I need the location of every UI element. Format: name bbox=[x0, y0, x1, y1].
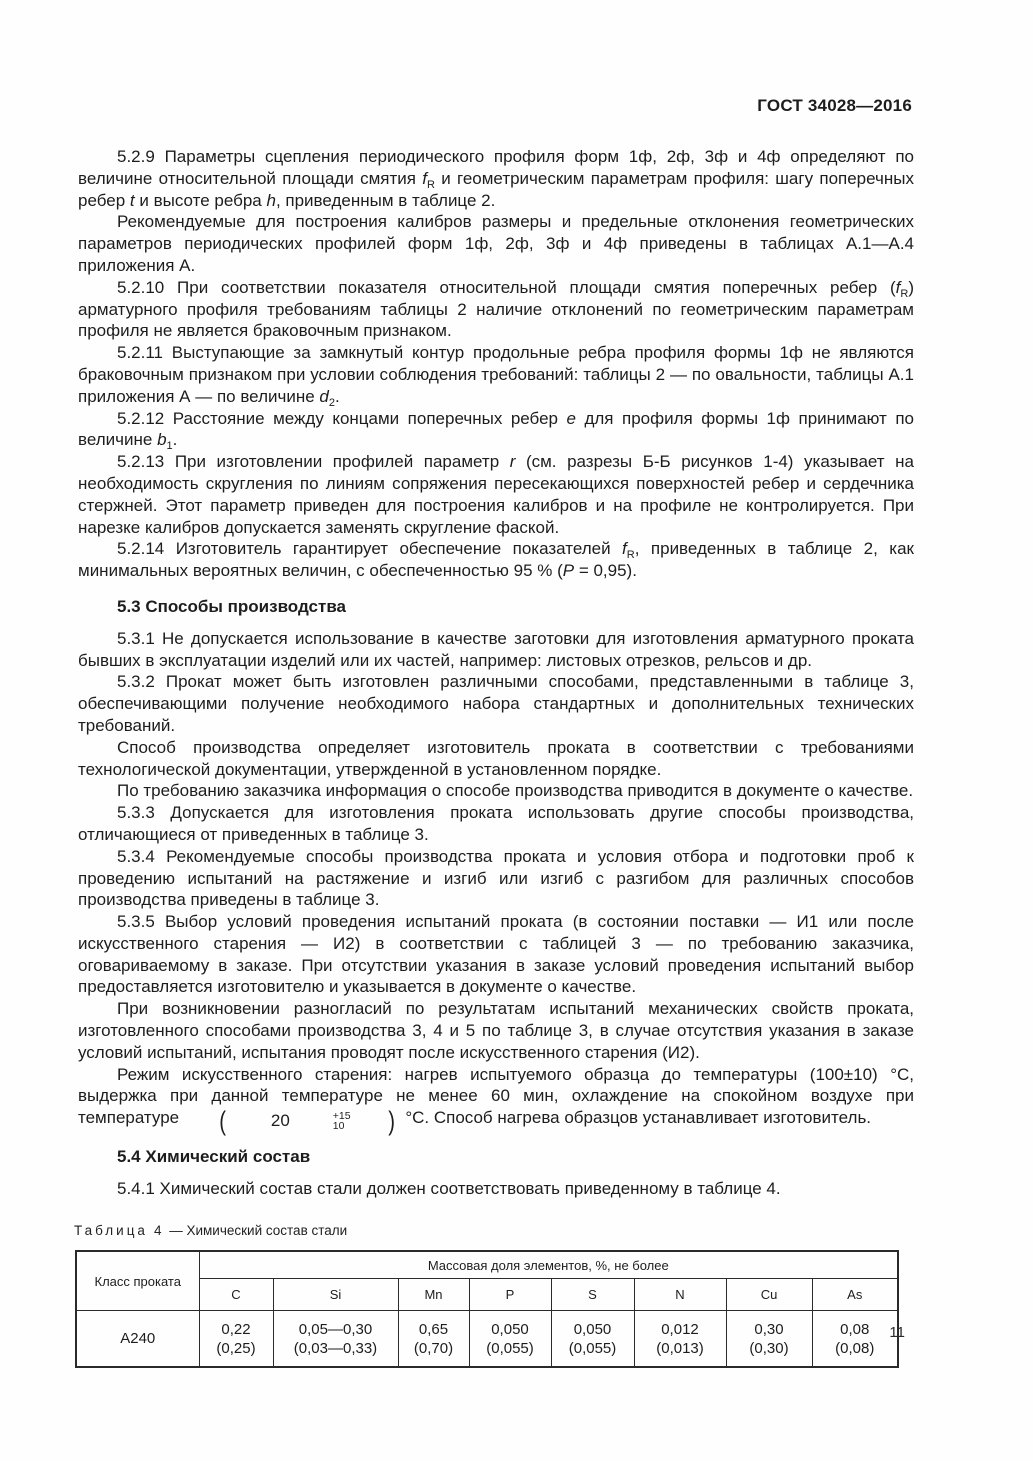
paragraph: 5.2.9 Параметры сцепления периодического профиля форм 1ф, 2ф, 3ф и 4ф определяют по величине относительной площади смятия $f_R$ и геометрическим параметрам профиля: шагу поперечных ребер t и высоте ребра h, приведенным в таблице 2. bbox=[78, 147, 914, 210]
composition-value-cell: 0,050 (0,055) bbox=[469, 1311, 551, 1367]
paragraph: 5.2.10 При соответствии показателя относительной площади смятия поперечных ребер $(f_R)$ арматурного профиля требованиям таблицы 2 наличие отклонений по геометрическим параметрам профиля не является браковочным признаком. bbox=[78, 277, 914, 341]
element-column-header: Mn bbox=[398, 1279, 469, 1311]
mass-fraction-group-header: Массовая доля элементов, %, не более bbox=[199, 1251, 898, 1279]
page-number: 11 bbox=[889, 1324, 905, 1341]
paragraph: По требованию заказчика информация о способе производства приводится в документе о качестве. bbox=[117, 781, 914, 801]
document-code-header: ГОСТ 34028—2016 bbox=[757, 96, 912, 115]
element-column-header: N bbox=[634, 1279, 726, 1311]
table-row bbox=[76, 1311, 898, 1367]
section-heading: 5.4 Химический состав bbox=[117, 1147, 311, 1167]
paragraph: 5.4.1 Химический состав стали должен соответствовать приведенному в таблице 4. bbox=[117, 1178, 781, 1198]
section-heading: 5.3 Способы производства bbox=[117, 596, 346, 616]
paragraph: 5.2.14 Изготовитель гарантирует обеспечение показателей $f_R$, приведенных в таблице 2, как минимальных вероятных величин, с обеспеченностью 95 % (P = 0,95). bbox=[78, 539, 914, 581]
table-caption-word: Таблица bbox=[74, 1222, 148, 1238]
element-column-header: P bbox=[469, 1279, 551, 1311]
paragraph: 5.3.5 Выбор условий проведения испытаний проката (в состоянии поставки — И1 или после искусственного старения — И2) в соответствии с таблицей 3 — по требованию заказчика, оговариваемому в заказе. При отсутствии указания в заказе условий проведения испытаний выбор предоставляется изготовителю и указывается в документе о качестве. bbox=[78, 912, 914, 997]
element-column-header: As bbox=[812, 1279, 898, 1311]
element-header-row bbox=[76, 1279, 898, 1311]
paragraph: 5.3.3 Допускается для изготовления проката использовать другие способы производства, отличающиеся от приведенных в таблице 3. bbox=[78, 803, 914, 844]
paragraph: Способ производства определяет изготовитель проката в соответствии с требованиями технологической документации, утвержденной в установленном порядке. bbox=[78, 737, 914, 779]
paragraph: Режим искусственного старения: нагрев испытуемого образца до температуры (100±10) °С, выдержка при данной температуре не менее 60 мин, охлаждение на спокойном воздухе при температуре ( 20 +15 10 ) °С. Способ нагрева образцов устанавливает изготовитель. bbox=[78, 1064, 914, 1137]
paragraph: 5.2.13 При изготовлении профилей параметр r (см. разрезы Б-Б рисунков 1-4) указывает на необходимость скругления по линиям сопряжения пересекающихся поверхностей ребер и сердечника стержней. Этот параметр приведен для построения калибров и на профиле не контролируется. При нарезке калибров допускается заменять скругление фаской. bbox=[78, 452, 914, 537]
temperature-tolerance-expression: ( 20 +15 10 ) bbox=[219, 1106, 395, 1137]
steel-grade-cell: А240 bbox=[76, 1311, 199, 1367]
paragraph: Рекомендуемые для построения калибров размеры и предельные отклонения геометрических параметров периодических профилей форм 1ф, 2ф, 3ф и 4ф приведены в таблицах А.1—А.4 приложения А. bbox=[78, 212, 914, 275]
document-body bbox=[78, 146, 914, 1200]
composition-value-cell: 0,08 (0,08) bbox=[812, 1311, 898, 1367]
grade-column-header: Класс проката bbox=[76, 1251, 199, 1311]
composition-value-cell: 0,22 (0,25) bbox=[199, 1311, 273, 1367]
composition-value-cell: 0,012 (0,013) bbox=[634, 1311, 726, 1367]
composition-value-cell: 0,050 (0,055) bbox=[551, 1311, 634, 1367]
paragraph: При возникновении разногласий по результатам испытаний механических свойств проката, изготовленного способами производства 3, 4 и 5 по таблице 3, в случае отсутствия указания в заказе условий испытаний, испытания проводят после искусственного старения (И2). bbox=[78, 999, 914, 1062]
element-column-header: Cu bbox=[726, 1279, 812, 1311]
element-column-header: S bbox=[551, 1279, 634, 1311]
element-column-header: Si bbox=[273, 1279, 398, 1311]
element-column-header: C bbox=[199, 1279, 273, 1311]
paragraph: 5.3.2 Прокат может быть изготовлен различными способами, представленными в таблице 3, обеспечивающими получение необходимого набора стандартных и дополнительных технических требований. bbox=[78, 672, 914, 735]
table-caption bbox=[74, 1223, 914, 1238]
page-content bbox=[74, 0, 914, 1368]
paragraph: 5.3.4 Рекомендуемые способы производства проката и условия отбора и подготовки проб к проведению испытаний на растяжение и изгиб или изгиб с разгибом для различных способов производства приведены в таблице 3. bbox=[78, 846, 914, 910]
composition-value-cell: 0,05—0,30 (0,03—0,33) bbox=[273, 1311, 398, 1367]
paragraph: 5.2.11 Выступающие за замкнутый контур продольные ребра профиля формы 1ф не являются браковочным признаком при условии соблюдения требований: таблицы 2 — по овальности, таблицы А.1 приложения А — по величине $d_2$. bbox=[78, 343, 914, 409]
chemical-composition-table bbox=[75, 1250, 899, 1368]
composition-value-cell: 0,65 (0,70) bbox=[398, 1311, 469, 1367]
composition-value-cell: 0,30 (0,30) bbox=[726, 1311, 812, 1367]
table-caption-text: — Химический состав стали bbox=[169, 1222, 348, 1238]
table-caption-number: 4 bbox=[153, 1222, 162, 1238]
paragraph: 5.2.12 Расстояние между концами поперечных ребер e для профиля формы 1ф принимают по величине $b_1$. bbox=[78, 408, 914, 453]
paragraph: 5.3.1 Не допускается использование в качестве заготовки для изготовления арматурного проката бывших в эксплуатации изделий или их частей, например: листовых отрезков, рельсов и др. bbox=[78, 628, 914, 670]
